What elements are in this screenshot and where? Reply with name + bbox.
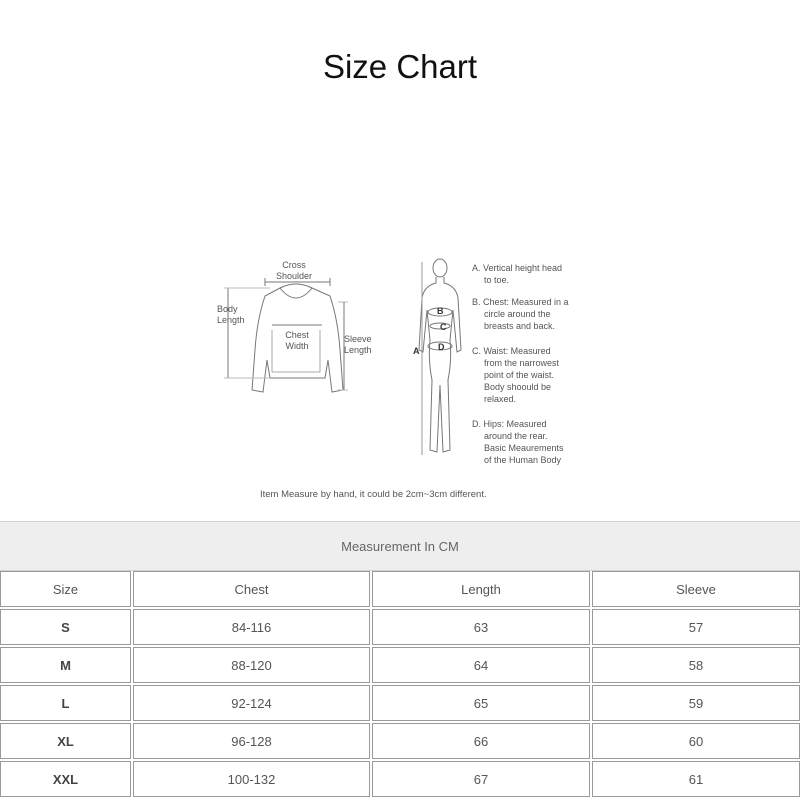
table-cell: 67 [372,761,590,797]
table-cell: 63 [372,609,590,645]
chest-width-label: Chest Width [285,330,309,351]
table-cell: 100-132 [133,761,370,797]
column-header-size: Size [0,571,131,607]
letter-b: B [437,306,444,316]
table-cell: 60 [592,723,800,759]
table-cell: 58 [592,647,800,683]
column-header-chest: Chest [133,571,370,607]
table-cell: S [0,609,131,645]
table-cell: 84-116 [133,609,370,645]
table-cell: 66 [372,723,590,759]
legend-c: C. Waist: Measured from the narrowest point of the waist. Body shoould be relaxed. [472,346,560,404]
page-title: Size Chart [322,48,478,85]
measure-caption: Item Measure by hand, it could be 2cm~3cm different. [260,489,487,500]
table-cell: L [0,685,131,721]
cross-shoulder-label: Cross Shoulder [275,260,313,281]
legend-a: A. Vertical height head to toe. [472,263,563,285]
table-cell: 96-128 [133,723,370,759]
letter-a: A [413,346,420,356]
table-cell: XXL [0,761,131,797]
body-length-label: Body Length [217,304,245,325]
table-cell: 92-124 [133,685,370,721]
table-cell: 65 [372,685,590,721]
human-head [433,259,447,277]
table-cell: 57 [592,609,800,645]
legend-b: B. Chest: Measured in a circle around the breasts and back. [472,297,569,331]
measurement-diagram [210,250,590,510]
table-cell: XL [0,723,131,759]
legend-d: D. Hips: Measured around the rear. Basic Meaurements of the Human Body [472,419,564,465]
table-cell: 59 [592,685,800,721]
letter-c: C [440,322,447,332]
table-cell: 61 [592,761,800,797]
human-body [419,277,461,452]
sleeve-length-label: Sleeve Length [344,334,372,355]
table-cell: 64 [372,647,590,683]
table-cell: M [0,647,131,683]
letter-d: D [438,342,445,352]
column-header-sleeve: Sleeve [592,571,800,607]
table-cell: 88-120 [133,647,370,683]
table-header: Measurement In CM [0,521,800,571]
column-header-length: Length [372,571,590,607]
